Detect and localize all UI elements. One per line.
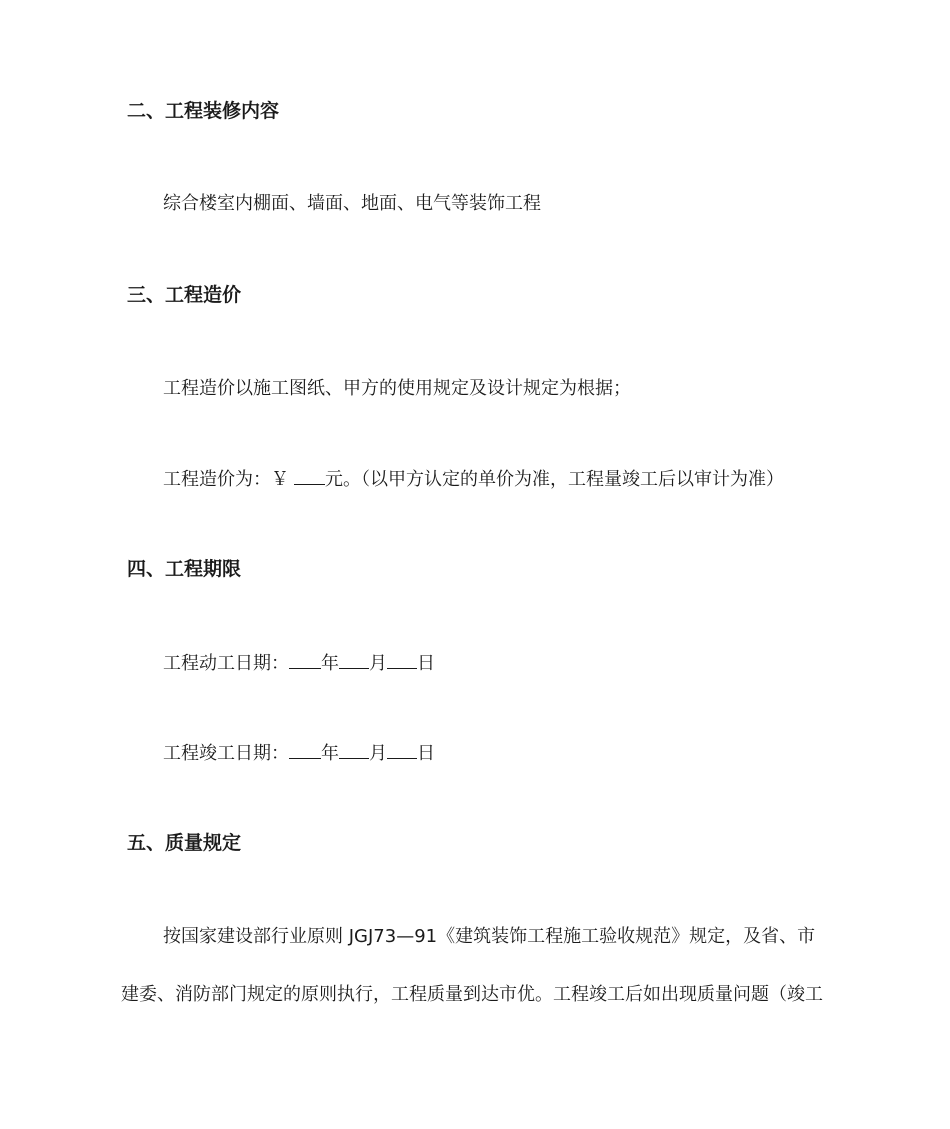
end-date-month-unit: 月 — [369, 743, 387, 764]
paragraph-decoration-scope: 综合楼室内棚面、墙面、地面、电气等装饰工程 — [163, 193, 541, 214]
start-date-year-blank[interactable] — [289, 650, 321, 669]
end-date-day-blank[interactable] — [387, 740, 417, 759]
paragraph-quality-line-1: 按国家建设部行业原则 JGJ73—91《建筑装饰工程施工验收规范》规定，及省、市 — [163, 926, 816, 947]
section-heading-period: 四、工程期限 — [127, 558, 242, 580]
section-heading-content: 二、工程装修内容 — [127, 100, 280, 122]
end-date-label: 工程竣工日期： — [163, 743, 289, 764]
end-date-month-blank[interactable] — [339, 740, 369, 759]
section-heading-quality: 五、质量规定 — [127, 832, 242, 854]
end-date-year-blank[interactable] — [289, 740, 321, 759]
end-date-day-unit: 日 — [417, 743, 435, 764]
cost-amount-suffix: 元。（以甲方认定的单价为准，工程量竣工后以审计为准） — [325, 469, 784, 490]
paragraph-quality-line-2: 建委、消防部门规定的原则执行，工程质量到达市优。工程竣工后如出现质量问题（竣工 — [121, 984, 823, 1005]
paragraph-cost-amount — [163, 466, 784, 492]
start-date-year-unit: 年 — [321, 653, 339, 674]
start-date-month-blank[interactable] — [339, 650, 369, 669]
section-heading-cost: 三、工程造价 — [127, 284, 242, 306]
start-date-month-unit: 月 — [369, 653, 387, 674]
end-date-year-unit: 年 — [321, 743, 339, 764]
start-date-day-unit: 日 — [417, 653, 435, 674]
paragraph-cost-basis: 工程造价以施工图纸、甲方的使用规定及设计规定为根据； — [163, 378, 631, 399]
cost-amount-blank[interactable] — [294, 466, 325, 485]
start-date-label: 工程动工日期： — [163, 653, 289, 674]
cost-amount-prefix: 工程造价为：￥ — [163, 469, 289, 490]
start-date-day-blank[interactable] — [387, 650, 417, 669]
paragraph-start-date — [163, 650, 435, 676]
paragraph-end-date — [163, 740, 435, 766]
